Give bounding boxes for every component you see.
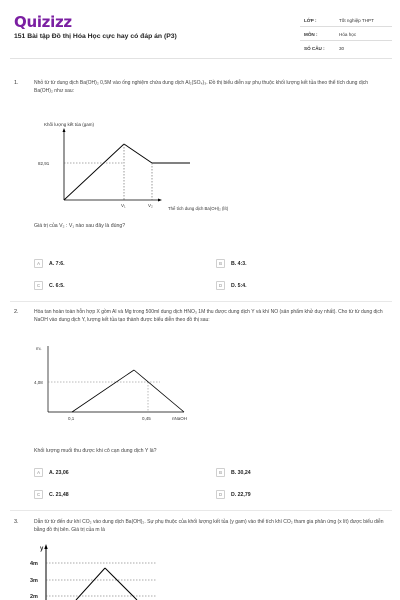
graph-x-label: nNaOH [172, 416, 188, 421]
option-text: B. 30,24 [231, 469, 251, 476]
graph-x-tick-label: V₁ [121, 203, 126, 208]
option-letter-box: C [34, 490, 43, 499]
graph-x-label: Thể tích dung dịch Ba(OH)₂ (lít) [168, 206, 229, 211]
graph-y-tick-label: 2m [30, 594, 38, 600]
option-text: D. 5:4. [231, 282, 247, 289]
meta-row-count [300, 42, 392, 55]
graph-y-label: y [40, 546, 44, 552]
option-text: A. 23,06 [49, 469, 69, 476]
option-text: C. 21,48 [49, 491, 69, 498]
header-divider [10, 58, 392, 59]
meta-key: LỚP : [304, 18, 317, 23]
graph-y-value-label: 4,08 [34, 380, 43, 385]
meta-row-subject [300, 28, 392, 41]
option-letter-box: A [34, 468, 43, 477]
question-divider [10, 510, 392, 511]
answer-option[interactable] [216, 468, 251, 477]
meta-key: MÔN : [304, 32, 318, 37]
question-number: 1. [14, 80, 19, 86]
option-text: D. 22,79 [231, 491, 251, 498]
option-letter-box: D [216, 281, 225, 290]
meta-key: SỐ CÂU : [304, 46, 325, 51]
option-text: B. 4:3. [231, 260, 247, 267]
option-letter-box: C [34, 281, 43, 290]
answer-option[interactable] [216, 490, 251, 499]
graph-y-tick-label: 4m [30, 561, 38, 567]
meta-value: Tốt nghiệp THPT [339, 18, 374, 23]
option-letter-box: B [216, 468, 225, 477]
option-letter-box: A [34, 259, 43, 268]
answer-option[interactable] [34, 281, 65, 290]
quizizz-logo: Quizizz [14, 13, 72, 31]
answer-option[interactable] [34, 490, 69, 499]
answer-option[interactable] [34, 259, 65, 268]
graph-x-tick-label: 0,45 [142, 416, 151, 421]
option-letter-box: B [216, 259, 225, 268]
question-ask: Giá trị của V₂ : V₁ nào sau đây là đúng? [34, 223, 126, 229]
question-divider [10, 301, 392, 302]
question-3-graph [30, 540, 180, 600]
question-1-graph [34, 118, 274, 218]
option-text: A. 7:6. [49, 260, 65, 267]
question-number: 2. [14, 309, 19, 315]
meta-row-class [300, 14, 392, 27]
answer-option[interactable] [34, 468, 69, 477]
question-text: Hòa tan hoàn toàn hỗn hợp X gồm Al và Mg trong 500ml dung dịch HNO₃ 1M thu được dung dịch Y và khí NO (sản phẩm khử duy nhất). Cho từ từ dung dịch NaOH vào dung dịch Y, lượng kết tủa tạo thành được biểu diễn theo đồ thị sau: [34, 309, 383, 323]
graph-x-tick-label: 0,1 [68, 416, 75, 421]
graph-y-tick-label: 3m [30, 578, 38, 584]
answer-option[interactable] [216, 259, 247, 268]
graph-x-tick-label: V₂ [148, 203, 153, 208]
question-text: Nhỏ từ từ dung dịch Ba(OH)₂ 0,5M vào ống nghiệm chứa dung dịch Al₂(SO₄)₃. Đồ thị biểu diễn sự phụ thuộc khối lượng kết tủa theo thể tích dung dịch Ba(OH)₂ như sau: [34, 80, 368, 94]
option-letter-box: D [216, 490, 225, 499]
meta-value: Hóa học [339, 32, 357, 37]
graph-y-value-label: 82,91 [38, 161, 50, 166]
question-2-graph [34, 340, 234, 428]
option-text: C. 6:5. [49, 282, 65, 289]
graph-y-label: Khối lượng kết tủa (gam) [44, 122, 94, 127]
page-title: 151 Bài tập Đồ thị Hóa Học cực hay có đáp án (P3) [14, 33, 177, 40]
answer-option[interactable] [216, 281, 247, 290]
question-text: Dẫn từ từ đến dư khí CO₂ vào dung dịch Ba(OH)₂. Sự phụ thuộc của khối lượng kết tủa (y gam) vào thể tích khí CO₂ tham gia phản ứng (x lít) được biểu diễn bằng đồ thị bên. Giá trị của m là [34, 519, 384, 533]
meta-value: 30 [339, 46, 345, 51]
graph-y-label: m↓ [36, 346, 42, 351]
question-ask: Khối lượng muối thu được khi cô cạn dung dịch Y là? [34, 448, 157, 454]
question-number: 3. [14, 519, 19, 525]
